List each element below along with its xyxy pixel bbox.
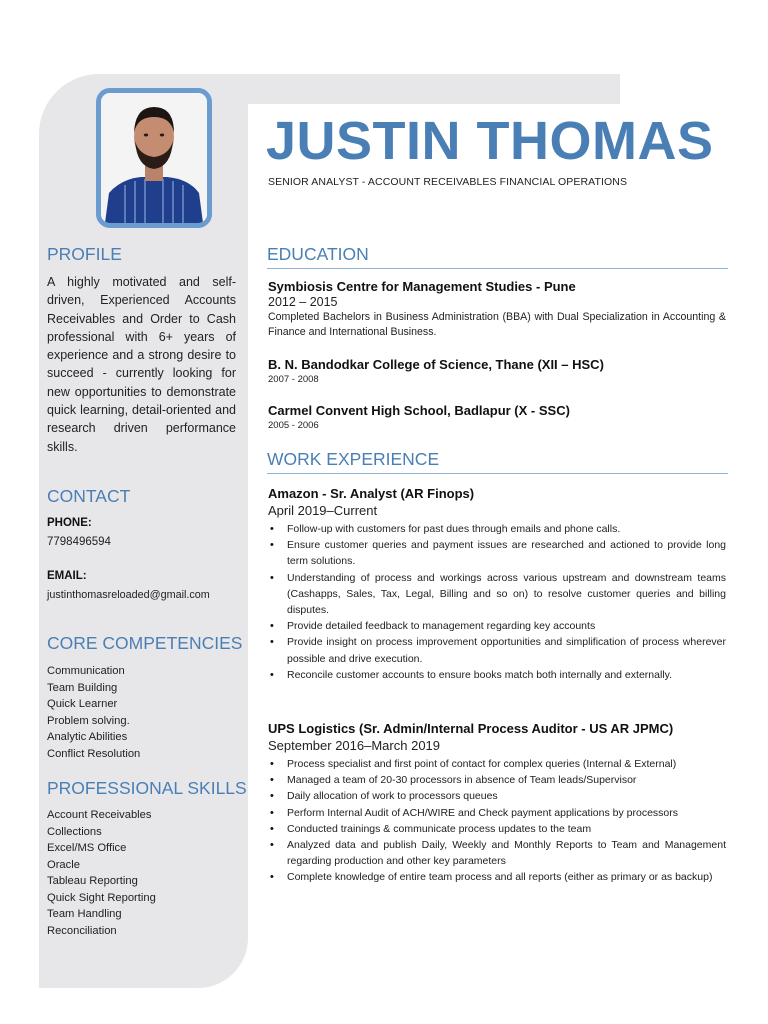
job-bullets bbox=[268, 756, 726, 886]
profile-photo-frame bbox=[96, 88, 212, 228]
education-entry bbox=[268, 278, 726, 340]
list-item: Communication bbox=[47, 665, 125, 677]
school-name: Symbiosis Centre for Management Studies - Pune bbox=[268, 279, 576, 294]
list-item: • Complete knowledge of entire team process and all reports (either as primary or as backup) bbox=[268, 869, 726, 885]
profile-text: A highly motivated and self-driven, Experienced Accounts Receivables and Order to Cash professional with 6+ years of experience and a strong desire to succeed - currently looking for new opportunities to demonstrate quick learning, detail-oriented and research driven performance skills. bbox=[47, 275, 236, 454]
candidate-title: SENIOR ANALYST - ACCOUNT RECEIVABLES FINANCIAL OPERATIONS bbox=[268, 176, 628, 188]
list-item: • Provide insight on process improvement opportunities and simplification of process wherever possible and drive execution. bbox=[268, 634, 726, 666]
education-heading: EDUCATION bbox=[267, 244, 728, 269]
list-item: • Process specialist and first point of contact for complex queries (Internal & External) bbox=[268, 756, 726, 772]
job-bullets bbox=[268, 521, 726, 683]
phone-value: 7798496594 bbox=[47, 536, 111, 548]
list-item: Excel/MS Office bbox=[47, 842, 127, 854]
list-item: • Managed a team of 20-30 processors in absence of Team leads/Supervisor bbox=[268, 772, 726, 788]
core-competencies-heading: CORE COMPETENCIES bbox=[47, 633, 243, 653]
email-value: justinthomasreloaded@gmail.com bbox=[47, 589, 210, 601]
list-item: • Reconcile customer accounts to ensure books match both internally and externally. bbox=[268, 667, 726, 683]
education-entry bbox=[268, 402, 726, 433]
list-item: Team Handling bbox=[47, 908, 122, 920]
email-label: EMAIL: bbox=[47, 570, 87, 582]
profile-heading: PROFILE bbox=[47, 244, 122, 264]
list-item: Problem solving. bbox=[47, 714, 130, 727]
profile-photo bbox=[101, 93, 207, 223]
education-entry bbox=[268, 356, 726, 387]
list-item: Tableau Reporting bbox=[47, 875, 138, 887]
list-item: Conflict Resolution bbox=[47, 747, 141, 760]
list-item: Team Building bbox=[47, 681, 118, 694]
work-experience-heading: WORK EXPERIENCE bbox=[267, 449, 728, 474]
job-title: UPS Logistics (Sr. Admin/Internal Process Auditor - US AR JPMC) bbox=[268, 721, 674, 736]
list-item: • Provide detailed feedback to management regarding key accounts bbox=[268, 618, 726, 634]
header-band bbox=[248, 74, 620, 104]
list-item: Collections bbox=[47, 825, 102, 838]
list-item: • Conducted trainings & communicate process updates to the team bbox=[268, 821, 726, 837]
list-item: • Daily allocation of work to processors queues bbox=[268, 788, 726, 804]
list-item: Account Receivables bbox=[47, 809, 152, 821]
candidate-name: JUSTIN THOMAS bbox=[266, 111, 714, 171]
job-title: Amazon - Sr. Analyst (AR Finops) bbox=[268, 486, 475, 501]
job-dates: April 2019–Current bbox=[268, 503, 378, 518]
list-item: Quick Sight Reporting bbox=[47, 891, 156, 904]
job-entry bbox=[268, 485, 726, 683]
list-item: Oracle bbox=[47, 858, 80, 871]
contact-heading: CONTACT bbox=[47, 486, 131, 506]
list-item: • Understanding of process and workings across various upstream and downstream teams (Cashapps, Sales, Tax, Legal, Billing and so on) to resolve customer queries and billing disputes. bbox=[268, 570, 726, 619]
list-item: • Perform Internal Audit of ACH/WIRE and Check payment applications by processors bbox=[268, 805, 726, 821]
list-item: • Ensure customer queries and payment issues are researched and actioned to provide long term solutions. bbox=[268, 537, 726, 569]
list-item: • Analyzed data and publish Daily, Weekly and Monthly Reports to Team and Management regarding production and other key parameters bbox=[268, 837, 726, 869]
school-years: 2007 - 2008 bbox=[268, 374, 319, 385]
phone-label: PHONE: bbox=[47, 517, 92, 529]
school-name: Carmel Convent High School, Badlapur (X - SSC) bbox=[268, 403, 570, 418]
school-detail: Completed Bachelors in Business Administration (BBA) with Dual Specialization in Accounting & Finance and International Business. bbox=[268, 311, 726, 338]
list-item: • Follow-up with customers for past dues through emails and phone calls. bbox=[268, 521, 726, 537]
core-competencies-list bbox=[47, 663, 140, 762]
professional-skills-list bbox=[47, 807, 156, 939]
school-name: B. N. Bandodkar College of Science, Thane (XII – HSC) bbox=[268, 357, 604, 372]
list-item: Reconciliation bbox=[47, 924, 117, 937]
job-dates: September 2016–March 2019 bbox=[268, 738, 441, 753]
job-entry bbox=[268, 720, 726, 886]
professional-skills-heading: PROFESSIONAL SKILLS bbox=[47, 778, 247, 798]
list-item: Quick Learner bbox=[47, 698, 118, 710]
school-years: 2005 - 2006 bbox=[268, 420, 319, 431]
school-years: 2012 – 2015 bbox=[268, 295, 338, 309]
list-item: Analytic Abilities bbox=[47, 731, 128, 743]
